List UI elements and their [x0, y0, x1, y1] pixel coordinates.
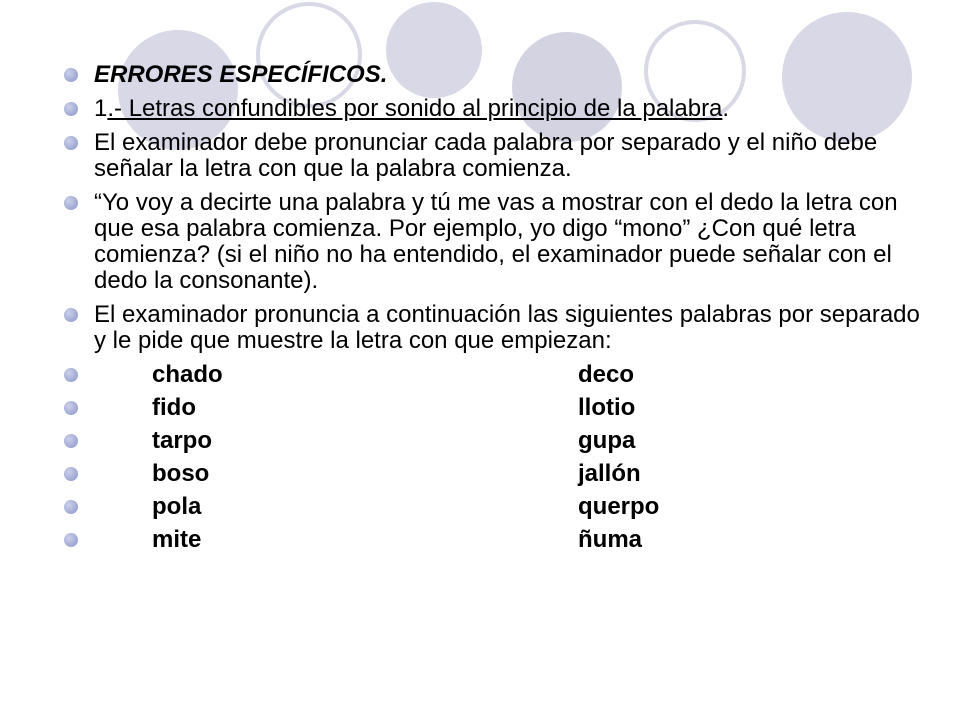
- list-item-paragraph-3: [64, 302, 924, 354]
- word-pair-row: [64, 362, 924, 388]
- bullet-icon: [64, 434, 78, 448]
- word-right: llotio: [578, 394, 636, 421]
- word-pair-row: [64, 395, 924, 421]
- word-left: pola: [152, 493, 202, 520]
- subtitle-underlined: .- Letras confundibles por sonido al principio de la palabra: [107, 95, 723, 122]
- word-pairs-list: [64, 362, 924, 553]
- bullet-icon: [64, 196, 78, 210]
- bullet-icon: [64, 500, 78, 514]
- list-item-heading: [64, 62, 924, 88]
- bullet-icon: [64, 102, 78, 116]
- bullet-icon: [64, 467, 78, 481]
- bullet-icon: [64, 533, 78, 547]
- bullet-icon: [64, 68, 78, 82]
- word-pair-row: [64, 461, 924, 487]
- word-pair-row: [64, 428, 924, 454]
- slide-content: [64, 62, 924, 560]
- word-left: mite: [152, 526, 202, 553]
- bullet-icon: [64, 368, 78, 382]
- subtitle-prefix: 1: [94, 95, 108, 122]
- word-left: boso: [152, 460, 210, 487]
- list-item-paragraph-1: [64, 130, 924, 182]
- word-pair-row: [64, 494, 924, 520]
- word-pair-row: [64, 527, 924, 553]
- list-item-subtitle: [64, 96, 924, 122]
- word-left: fido: [152, 394, 196, 421]
- paragraph-1: El examinador debe pronunciar cada palabra por separado y el niño debe señalar la letra con que la palabra comienza.: [94, 129, 878, 182]
- word-left: chado: [152, 361, 223, 388]
- paragraph-2: “Yo voy a decirte una palabra y tú me vas a mostrar con el dedo la letra con que esa palabra comienza. Por ejemplo, yo digo “mono” ¿Con qué letra comienza? (si el niño no ha entendido, el examinador puede señalar con el dedo la consonante).: [94, 189, 898, 294]
- word-left: tarpo: [152, 427, 212, 454]
- word-right: deco: [578, 361, 635, 388]
- bullet-icon: [64, 308, 78, 322]
- list-item-paragraph-2: [64, 190, 924, 294]
- bullet-icon: [64, 401, 78, 415]
- word-right: querpo: [578, 493, 660, 520]
- word-right: ñuma: [578, 526, 643, 553]
- word-right: gupa: [578, 427, 636, 454]
- paragraph-3: El examinador pronuncia a continuación las siguientes palabras por separado y le pide que muestre la letra con que empiezan:: [94, 301, 920, 354]
- word-right: jallón: [578, 460, 641, 487]
- bullet-icon: [64, 136, 78, 150]
- subtitle-suffix: .: [722, 95, 730, 122]
- slide-heading: ERRORES ESPECÍFICOS.: [94, 61, 388, 88]
